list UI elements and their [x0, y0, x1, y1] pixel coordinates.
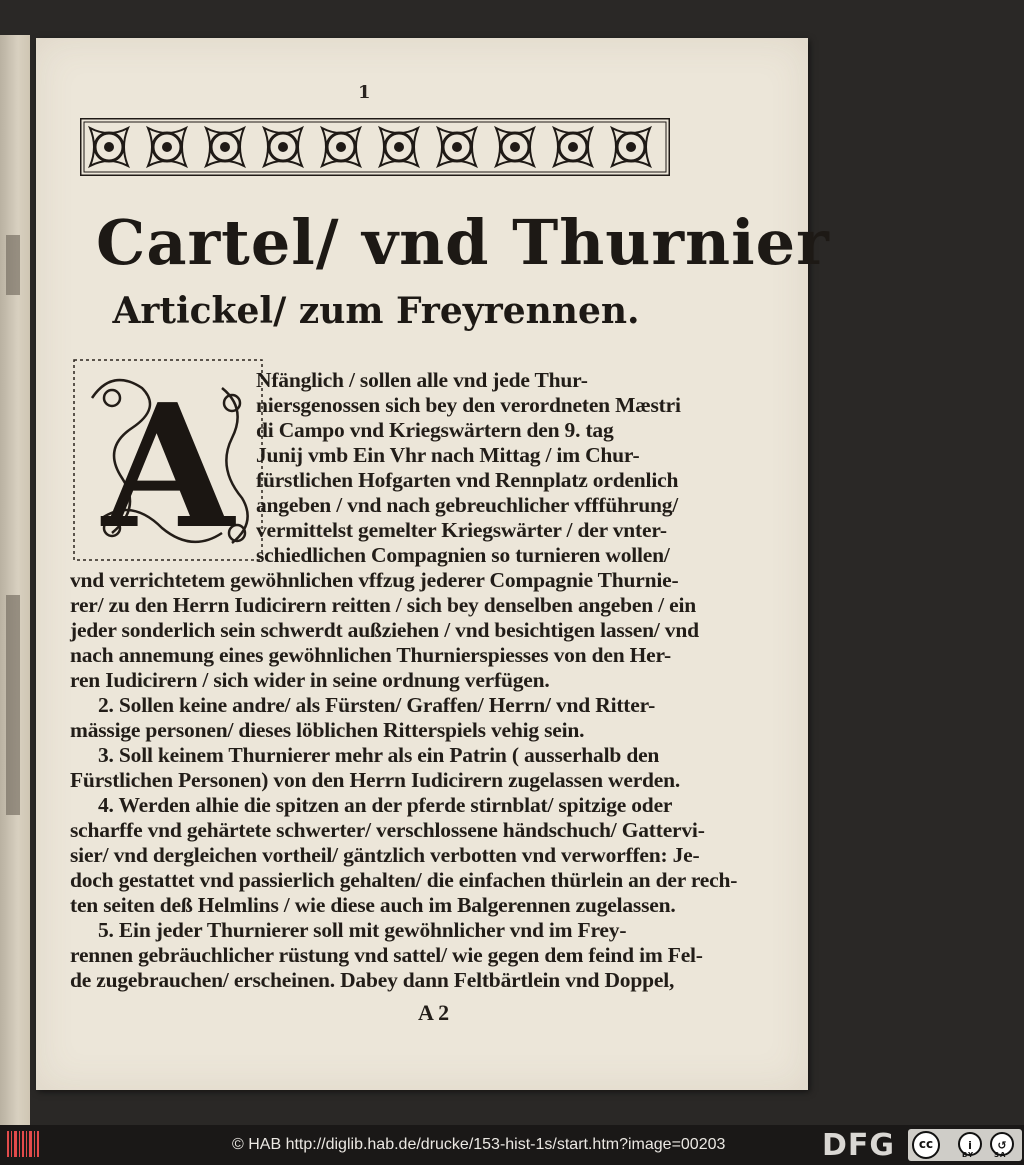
sa-label: SA — [994, 1151, 1007, 1159]
article-line: 2. Sollen keine andre/ als Fürsten/ Graffen/ Herrn/ vnd Ritter- — [98, 693, 656, 717]
article-line: 5. Ein jeder Thurnierer soll mit gewöhnlicher vnd im Frey- — [98, 918, 627, 942]
article-line: 4. Werden alhie die spitzen an der pferde stirnblat/ spitzige oder — [98, 793, 673, 817]
cc-icon: cc — [912, 1131, 940, 1159]
text-line: ren Iudicirern / sich wider in seine ordnung verfügen. — [70, 668, 550, 692]
ornament-border-icon — [80, 118, 670, 176]
decorated-initial-icon — [72, 358, 264, 562]
text-line: nach annemung eines gewöhnlichen Thurnierspiesses von den Her- — [70, 643, 672, 667]
text-line: Nfänglich / sollen alle vnd jede Thur- — [256, 368, 588, 392]
article-line: de zugebrauchen/ erscheinen. Dabey dann Feltbärtlein vnd Doppel, — [70, 968, 675, 992]
article-line: sier/ vnd dergleichen vortheil/ gäntzlich verbotten vnd verworffen: Je- — [70, 843, 700, 867]
previous-page-edge — [0, 35, 30, 1125]
text-line: rer/ zu den Herrn Iudicirern reitten / sich bey denselben angeben / ein — [70, 593, 697, 617]
page-title: Cartel/ vnd Thurnier — [96, 206, 830, 279]
catchword: A 2 — [418, 1000, 450, 1025]
copyright-link[interactable]: © HAB http://diglib.hab.de/drucke/153-hist-1s/start.htm?image=00203 — [232, 1136, 726, 1153]
text-line: vermittelst gemelter Kriegswärter / der vnter- — [256, 518, 667, 542]
text-line: fürstlichen Hofgarten vnd Rennplatz ordenlich — [256, 468, 679, 492]
viewer-footer — [0, 1125, 1024, 1165]
text-line: schiedlichen Compagnien so turnieren wollen/ — [256, 543, 670, 567]
by-icon: i — [958, 1132, 982, 1156]
article-line: Fürstlichen Personen) von den Herrn Iudicirern zugelassen werden. — [70, 768, 681, 792]
dfg-logo[interactable]: DFG — [822, 1128, 896, 1163]
initial-letter: A — [102, 367, 234, 562]
text-line: vnd verrichtetem gewöhnlichen vffzug jederer Compagnie Thurnie- — [70, 568, 679, 592]
article-line: 3. Soll keinem Thurnierer mehr als ein Patrin ( ausserhalb den — [98, 743, 660, 767]
text-line: Junij vmb Ein Vhr nach Mittag / im Chur- — [256, 443, 640, 467]
article-line: mässige personen/ dieses löblichen Ritterspiels vehig sein. — [70, 718, 585, 742]
text-line: niersgenossen sich bey den verordneten Mæstri — [256, 393, 681, 417]
text-line: jeder sonderlich sein schwerdt außziehen / vnd besichtigen lassen/ vnd — [70, 618, 699, 642]
book-page — [36, 38, 830, 1090]
text-line: di Campo vnd Kriegswärtern den 9. tag — [256, 418, 614, 442]
article-line: doch gestattet vnd passierlich gehalten/ die einfachen thürlein an der rech- — [70, 868, 738, 892]
text-line: angeben / vnd nach gebreuchlicher vffführung/ — [256, 493, 679, 517]
article-line: rennen gebräuchlicher rüstung vnd sattel/ wie gegen dem feind im Fel- — [70, 943, 703, 967]
license-badge[interactable] — [908, 1129, 1022, 1161]
barcode-icon — [6, 1129, 42, 1159]
page-subtitle: Artickel/ zum Freyrennen. — [112, 290, 640, 332]
by-label: BY — [962, 1151, 975, 1159]
article-line: scharffe vnd gehärtete schwerter/ verschlossene händschuch/ Gattervi- — [70, 818, 705, 842]
article-line: ten seiten deß Helmlins / wie diese auch im Balgerennen zugelassen. — [70, 893, 676, 917]
page-number: 1 — [358, 82, 371, 103]
sa-icon: ↺ — [990, 1132, 1014, 1156]
